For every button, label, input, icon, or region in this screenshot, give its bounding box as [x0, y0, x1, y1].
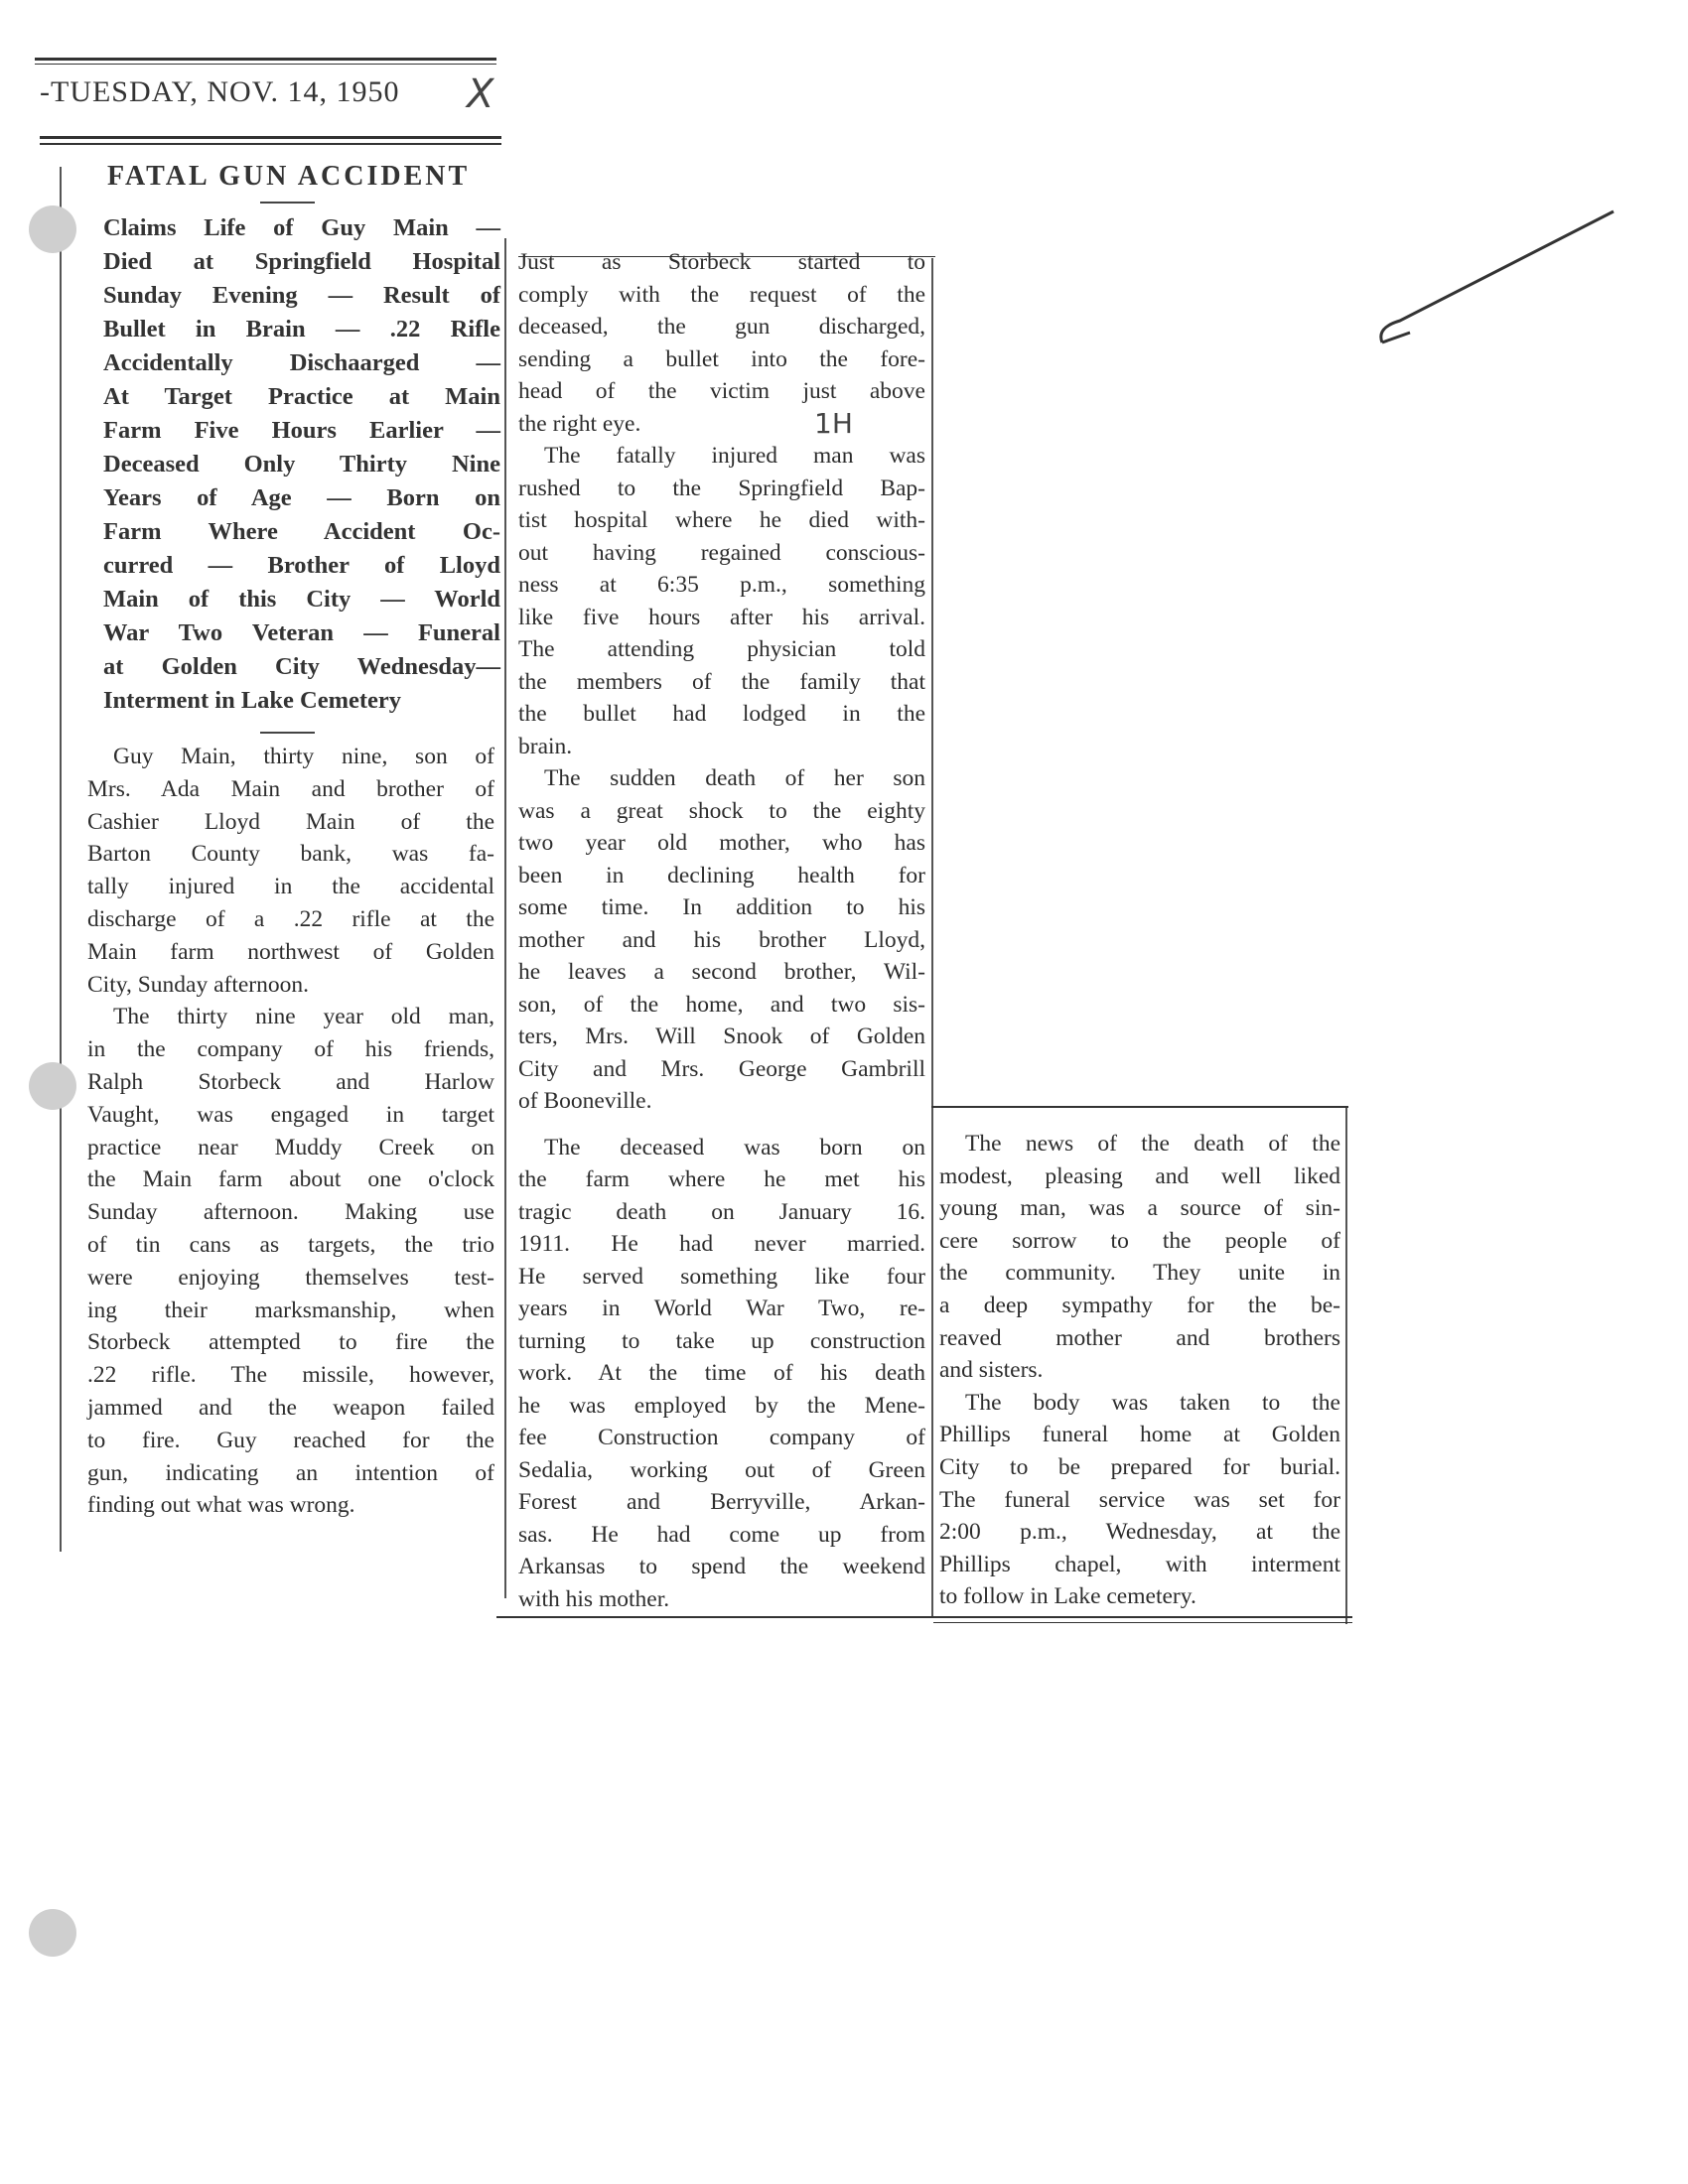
column-rule-2	[931, 258, 933, 1618]
text-line: gun, indicating an intention of	[87, 1459, 494, 1486]
text-line: the right eye.	[518, 410, 641, 437]
text-line: head of the victim just above	[518, 378, 925, 404]
text-line: the bullet had lodged in the	[518, 701, 925, 727]
subhead-line: Years of Age — Born on	[103, 484, 500, 511]
text-line: reaved mother and brothers	[939, 1324, 1340, 1351]
subhead-line: Interment in Lake Cemetery	[103, 687, 402, 714]
text-line: Main farm northwest of Golden	[87, 938, 494, 965]
punch-hole	[29, 1062, 76, 1110]
column-3-top-rule	[931, 1106, 1348, 1108]
subhead-line: Bullet in Brain — .22 Rifle	[103, 316, 500, 342]
text-line: the farm where he met his	[518, 1166, 925, 1192]
subhead-line: at Golden City Wednesday—	[103, 653, 500, 680]
text-line: The fatally injured man was	[544, 443, 925, 469]
column-1	[87, 741, 494, 1522]
text-line: modest, pleasing and well liked	[939, 1162, 1340, 1189]
subhead-line: Farm Five Hours Earlier —	[103, 417, 500, 444]
text-line: cere sorrow to the people of	[939, 1227, 1340, 1254]
text-line: The sudden death of her son	[544, 765, 925, 791]
text-line: comply with the request of the	[518, 281, 925, 308]
text-line: the members of the family that	[518, 668, 925, 695]
text-line: two year old mother, who has	[518, 830, 925, 856]
text-line: Sunday afternoon. Making use	[87, 1199, 494, 1226]
subhead-divider	[260, 732, 315, 734]
text-line: City and Mrs. George Gambrill	[518, 1055, 925, 1082]
text-line: turning to take up construction	[518, 1327, 925, 1354]
text-line: Phillips funeral home at Golden	[939, 1422, 1340, 1448]
top-rule-thin	[35, 64, 496, 65]
text-line: a deep sympathy for the be-	[939, 1292, 1340, 1318]
punch-hole	[29, 205, 76, 253]
handwritten-mark: X	[467, 71, 494, 117]
text-line: some time. In addition to his	[518, 894, 925, 920]
column-rule-1	[504, 238, 506, 1598]
paragraph	[518, 1132, 925, 1616]
text-line: and sisters.	[939, 1357, 1044, 1384]
subhead-line: Deceased Only Thirty Nine	[103, 451, 500, 478]
paragraph	[518, 246, 925, 440]
text-line: young man, was a source of sin-	[939, 1195, 1340, 1222]
date-rule-thin	[40, 143, 501, 145]
column-3	[939, 1128, 1340, 1613]
text-line: ness at 6:35 p.m., something	[518, 572, 925, 598]
paragraph	[87, 741, 494, 1001]
paragraph	[87, 1001, 494, 1522]
text-line: The attending physician told	[518, 636, 925, 662]
text-line: Just as Storbeck started to	[518, 249, 925, 275]
text-line: Vaught, was engaged in target	[87, 1101, 494, 1128]
text-line: son, of the home, and two sis-	[518, 991, 925, 1018]
text-line: sas. He had come up from	[518, 1521, 925, 1548]
headline: FATAL GUN ACCIDENT	[107, 161, 471, 192]
paragraph	[518, 440, 925, 762]
subhead-line: Sunday Evening — Result of	[103, 282, 500, 309]
subhead-line: War Two Veteran — Funeral	[103, 619, 500, 646]
date-rule	[40, 136, 501, 139]
text-line: Guy Main, thirty nine, son of	[113, 744, 494, 769]
subhead-line: At Target Practice at Main	[103, 383, 500, 410]
text-line: like five hours after his arrival.	[518, 604, 925, 630]
text-line: ing their marksmanship, when	[87, 1297, 494, 1323]
subhead-line: Accidentally Dischaarged —	[103, 349, 500, 376]
text-line: practice near Muddy Creek on	[87, 1134, 494, 1160]
text-line: rushed to the Springfield Bap-	[518, 475, 925, 501]
text-line: The body was taken to the	[965, 1389, 1340, 1416]
text-line: mother and his brother Lloyd,	[518, 926, 925, 953]
text-line: Mrs. Ada Main and brother of	[87, 775, 494, 802]
text-line: to follow in Lake cemetery.	[939, 1583, 1196, 1610]
text-line: jammed and the weapon failed	[87, 1394, 494, 1421]
text-line: Phillips chapel, with interment	[939, 1551, 1340, 1577]
text-line: Storbeck attempted to fire the	[87, 1329, 494, 1356]
text-line: of tin cans as targets, the trio	[87, 1231, 494, 1258]
text-line: .22 rifle. The missile, however,	[87, 1362, 494, 1389]
text-line: in the company of his friends,	[87, 1036, 494, 1063]
headline-divider	[260, 202, 315, 204]
text-line: 2:00 p.m., Wednesday, at the	[939, 1519, 1340, 1546]
text-line: Barton County bank, was fa-	[87, 841, 494, 868]
text-line: The thirty nine year old man,	[113, 1004, 494, 1030]
text-line: discharge of a .22 rifle at the	[87, 905, 494, 932]
column-rule-left	[60, 167, 62, 1552]
text-line: Ralph Storbeck and Harlow	[87, 1068, 494, 1095]
paragraph	[939, 1387, 1340, 1613]
subhead-line: Main of this City — World	[103, 586, 500, 613]
bottom-rule-thin	[933, 1622, 1352, 1623]
text-line: Cashier Lloyd Main of the	[87, 808, 494, 835]
text-line: fee Construction company of	[518, 1425, 925, 1450]
text-line: he leaves a second brother, Wil-	[518, 959, 925, 985]
text-line: City to be prepared for burial.	[939, 1453, 1340, 1480]
text-line: of Booneville.	[518, 1088, 652, 1114]
text-line: sending a bullet into the fore-	[518, 345, 925, 372]
text-line: work. At the time of his death	[518, 1360, 925, 1386]
text-line: Sedalia, working out of Green	[518, 1456, 925, 1483]
text-line: The news of the death of the	[965, 1131, 1340, 1157]
handwritten-note: 1H	[814, 407, 853, 440]
column-rule-right	[1345, 1108, 1347, 1624]
text-line: ters, Mrs. Will Snook of Golden	[518, 1024, 925, 1049]
text-line: The deceased was born on	[544, 1134, 925, 1160]
text-line: been in declining health for	[518, 862, 925, 888]
text-line: 1911. He had never married.	[518, 1231, 925, 1257]
text-line: years in World War Two, re-	[518, 1296, 925, 1321]
text-line: Forest and Berryville, Arkan-	[518, 1489, 925, 1515]
text-line: the Main farm about one o'clock	[87, 1166, 494, 1193]
text-line: The funeral service was set for	[939, 1486, 1340, 1513]
text-line: He served something like four	[518, 1263, 925, 1290]
text-line: finding out what was wrong.	[87, 1492, 355, 1519]
text-line: out having regained conscious-	[518, 539, 925, 566]
text-line: with his mother.	[518, 1585, 670, 1612]
text-line: deceased, the gun discharged,	[518, 314, 925, 340]
text-line: Arkansas to spend the weekend	[518, 1554, 925, 1579]
subhead-line: Claims Life of Guy Main —	[103, 214, 500, 241]
text-line: tally injured in the accidental	[87, 874, 494, 900]
paragraph	[518, 762, 925, 1118]
bottom-rule	[496, 1616, 1352, 1618]
text-line: the community. They unite in	[939, 1260, 1340, 1287]
checkmark-icon	[1370, 204, 1618, 352]
subheads	[103, 211, 500, 718]
date-line: -TUESDAY, NOV. 14, 1950	[40, 75, 400, 108]
top-rule	[35, 58, 496, 61]
punch-hole	[29, 1909, 76, 1957]
text-line: was a great shock to the eighty	[518, 797, 925, 824]
text-line: to fire. Guy reached for the	[87, 1427, 494, 1453]
paragraph	[939, 1128, 1340, 1387]
subhead-line: curred — Brother of Lloyd	[103, 552, 500, 579]
subhead-line: Died at Springfield Hospital	[103, 248, 500, 275]
text-line: brain.	[518, 733, 573, 759]
text-line: were enjoying themselves test-	[87, 1264, 494, 1291]
text-line: tist hospital where he died with-	[518, 507, 925, 533]
text-line: tragic death on January 16.	[518, 1198, 925, 1225]
column-2	[518, 246, 925, 1615]
text-line: he was employed by the Mene-	[518, 1392, 925, 1419]
subhead-line: Farm Where Accident Oc-	[103, 518, 500, 545]
text-line: City, Sunday afternoon.	[87, 971, 309, 998]
